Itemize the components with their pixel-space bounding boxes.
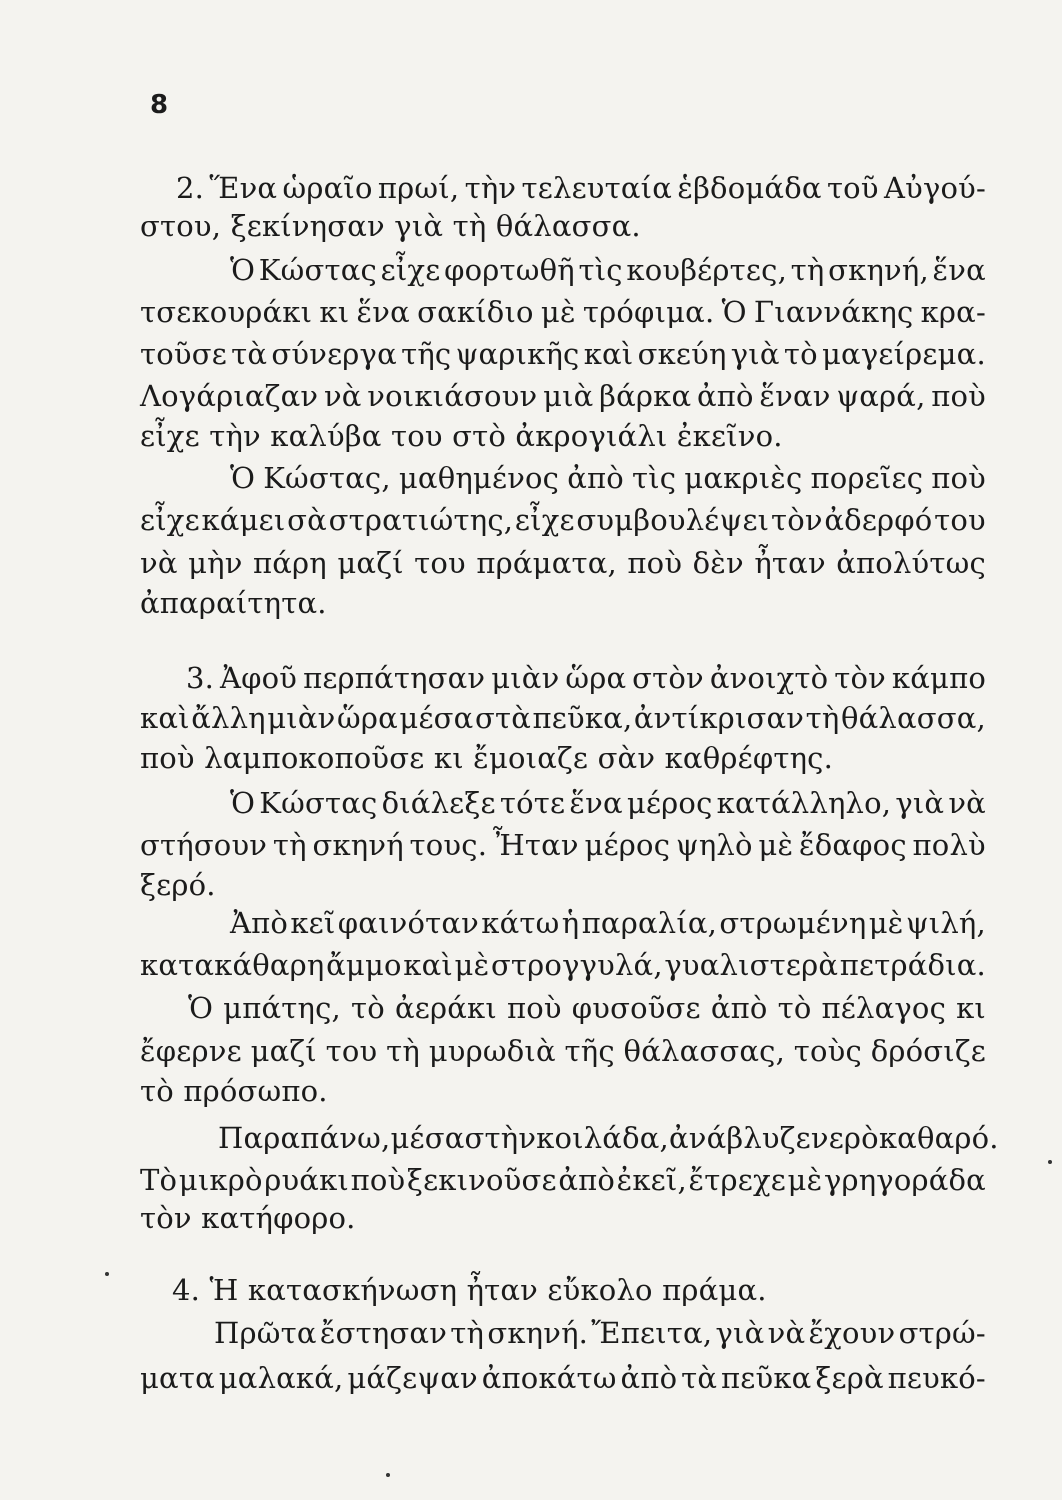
word: εἶχε bbox=[140, 503, 200, 537]
word: μέρος bbox=[584, 828, 671, 862]
word: τότε bbox=[499, 786, 566, 820]
word: μαζί bbox=[250, 1034, 317, 1068]
word: σκηνή bbox=[312, 828, 404, 862]
word: καὶ bbox=[403, 948, 453, 982]
word: μαζί bbox=[337, 546, 404, 580]
word: φορτωθῆ bbox=[444, 253, 575, 287]
word: ἀπὸ bbox=[567, 461, 624, 495]
word: μαθημένος bbox=[398, 461, 560, 495]
word: στὸν bbox=[632, 661, 704, 695]
word: θάλασσας, bbox=[623, 1034, 785, 1068]
word: τὰ bbox=[681, 1361, 718, 1395]
word: βάρκα bbox=[599, 379, 692, 413]
word: τὸν bbox=[770, 503, 823, 537]
text-line bbox=[140, 336, 986, 372]
word: ὥρα bbox=[565, 661, 627, 695]
word: κάτω bbox=[481, 906, 560, 940]
text-line bbox=[140, 1033, 986, 1069]
word: Ὁ bbox=[230, 253, 256, 287]
scan-speck bbox=[386, 1473, 390, 1477]
page-number: 8 bbox=[150, 90, 169, 120]
word: νὰ bbox=[323, 379, 362, 413]
word: μιὰν bbox=[267, 701, 336, 735]
word: φαινόταν bbox=[337, 906, 479, 940]
word: κι bbox=[319, 295, 350, 329]
word: πεῦκα bbox=[721, 1361, 812, 1395]
word: ἔδαφος bbox=[798, 828, 907, 862]
text-line: τὸ πρόσωπο. bbox=[140, 1074, 328, 1108]
word: μάζεψαν bbox=[347, 1361, 478, 1395]
word: γιὰ bbox=[730, 337, 780, 371]
word: μὲ bbox=[540, 295, 576, 329]
word: στρώ- bbox=[898, 1316, 986, 1350]
word: ἔχουν bbox=[808, 1316, 896, 1350]
word: ἦταν bbox=[754, 546, 826, 580]
word: σκηνή. bbox=[487, 1316, 589, 1350]
word: ἄμμο bbox=[326, 948, 402, 982]
word: ξερὰ bbox=[815, 1361, 884, 1395]
word: Ἕνα bbox=[209, 171, 278, 205]
word: Κώστας, bbox=[263, 461, 391, 495]
word: ἕνα bbox=[356, 295, 410, 329]
word: κρα- bbox=[920, 295, 986, 329]
word: Ἀφοῦ bbox=[220, 661, 298, 695]
word: πευκό- bbox=[887, 1361, 986, 1395]
word: τὴ bbox=[386, 1034, 420, 1068]
word: πρωί, bbox=[377, 171, 460, 205]
word: κουβέρτες, bbox=[626, 253, 787, 287]
word: γιὰ bbox=[715, 1316, 765, 1350]
word: σακίδιο bbox=[417, 295, 534, 329]
word: ἕνα bbox=[932, 253, 986, 287]
word: Ἦταν bbox=[492, 828, 579, 862]
word: ἀδερφό bbox=[824, 503, 933, 537]
word: τὰ bbox=[231, 337, 268, 371]
word: τρόφιμα. bbox=[582, 295, 715, 329]
text-line bbox=[230, 905, 986, 941]
word: Κώστας bbox=[258, 253, 377, 287]
word: Ὁ bbox=[230, 461, 256, 495]
word: τὴν bbox=[464, 171, 517, 205]
text-line bbox=[176, 170, 986, 206]
word: σκεύη bbox=[637, 337, 727, 371]
word: σκηνή, bbox=[828, 253, 929, 287]
word: κατακάθαρη bbox=[140, 948, 325, 982]
word: τῆς bbox=[564, 1034, 615, 1068]
word: ἑβδομάδα bbox=[677, 171, 822, 205]
word: συμβουλέψει bbox=[576, 503, 770, 537]
word: μέσα bbox=[399, 701, 474, 735]
word: τὸ bbox=[777, 991, 812, 1025]
word: ἔστησαν bbox=[319, 1316, 448, 1350]
text-line bbox=[214, 1315, 986, 1351]
text-line bbox=[140, 378, 986, 414]
word: παραλία, bbox=[581, 906, 718, 940]
word: πορεῖες bbox=[810, 461, 924, 495]
word: δὲν bbox=[692, 546, 744, 580]
text-line: εἶχε τὴν καλύβα του στὸ ἀκρογιάλι ἐκεῖνο. bbox=[140, 419, 783, 453]
word: τους. bbox=[409, 828, 488, 862]
word: ἔτρεχε bbox=[688, 1163, 786, 1197]
word: ποὺ bbox=[627, 546, 683, 580]
word: 3. bbox=[186, 661, 215, 695]
word: μὲ bbox=[868, 906, 904, 940]
word: μαγείρεμα. bbox=[822, 337, 986, 371]
word: Γιαννάκης bbox=[753, 295, 914, 329]
text-line: τὸν κατήφορο. bbox=[140, 1201, 356, 1235]
word: τὸν bbox=[834, 661, 886, 695]
word: κατάλληλο, bbox=[716, 786, 892, 820]
word: τελευταία bbox=[521, 171, 673, 205]
word: ἕναν bbox=[759, 379, 831, 413]
word: ποὺ bbox=[931, 461, 986, 495]
word: ποὺ bbox=[931, 379, 986, 413]
text-line bbox=[186, 660, 986, 696]
word: πάρη bbox=[253, 546, 327, 580]
scan-speck bbox=[105, 1272, 109, 1276]
word: νερὸ bbox=[810, 1121, 879, 1155]
text-line bbox=[230, 252, 986, 288]
word: μέρος bbox=[626, 786, 713, 820]
word: μὴν bbox=[188, 546, 243, 580]
word: ἔφερνε bbox=[140, 1034, 242, 1068]
word: ὡραῖο bbox=[282, 171, 373, 205]
text-line bbox=[140, 1360, 986, 1396]
word: ὥρα bbox=[337, 701, 398, 735]
word: ψαρά, bbox=[836, 379, 926, 413]
word: στὰ bbox=[474, 701, 532, 735]
text-line bbox=[140, 545, 986, 581]
word: κάμει bbox=[201, 503, 286, 537]
word: νὰ bbox=[767, 1316, 806, 1350]
word: νὰ bbox=[140, 546, 178, 580]
word: Ὁ bbox=[230, 786, 256, 820]
word: ψαρικῆς bbox=[455, 337, 580, 371]
word: Αὐγού- bbox=[883, 171, 986, 205]
text-line bbox=[140, 947, 986, 983]
word: Παραπάνω, bbox=[218, 1121, 391, 1155]
word: φυσοῦσε bbox=[571, 991, 701, 1025]
text-line bbox=[140, 1162, 986, 1198]
word: του bbox=[325, 1034, 378, 1068]
word: περπάτησαν bbox=[303, 661, 486, 695]
word: ἡ bbox=[561, 906, 580, 940]
word: ἀνοιχτὸ bbox=[709, 661, 829, 695]
word: ἀπὸ bbox=[620, 1361, 678, 1395]
text-line bbox=[188, 990, 986, 1026]
word: καὶ bbox=[583, 337, 634, 371]
word: μπάτης, bbox=[223, 991, 341, 1025]
word: μὲ bbox=[454, 948, 490, 982]
word: γυαλιστερὰ bbox=[664, 948, 839, 982]
word: ἕνα bbox=[569, 786, 623, 820]
word: τὴ bbox=[805, 701, 840, 735]
word: μακριὲς bbox=[684, 461, 803, 495]
word: Κώστας bbox=[259, 786, 378, 820]
text-line bbox=[140, 502, 986, 538]
word: ἀεράκι bbox=[394, 991, 497, 1025]
word: τὸ bbox=[783, 337, 818, 371]
word: πέλαγος bbox=[821, 991, 947, 1025]
text-line bbox=[140, 827, 986, 863]
word: τσεκουράκι bbox=[140, 295, 313, 329]
word: τοῦ bbox=[826, 171, 879, 205]
text-line bbox=[218, 1120, 999, 1156]
word: στήσουν bbox=[140, 828, 268, 862]
word: εἶχε bbox=[514, 503, 575, 537]
text-line bbox=[140, 700, 986, 736]
text-line: ξερό. bbox=[140, 868, 216, 902]
word: Ἀπὸ bbox=[230, 906, 289, 940]
word: κάμπο bbox=[891, 661, 986, 695]
word: ἀποκάτω bbox=[481, 1361, 617, 1395]
word: πεῦκα, bbox=[532, 701, 633, 735]
word: πετράδια. bbox=[839, 948, 986, 982]
word: δρόσιζε bbox=[870, 1034, 986, 1068]
word: εἶχε bbox=[380, 253, 441, 287]
word: νὰ bbox=[948, 786, 986, 820]
word: ἀπολύτως bbox=[836, 546, 986, 580]
word: τοὺς bbox=[793, 1034, 862, 1068]
word: του bbox=[934, 503, 986, 537]
word: στρογγυλά, bbox=[490, 948, 663, 982]
word: μυρωδιὰ bbox=[428, 1034, 556, 1068]
word: ἀντίκρισαν bbox=[633, 701, 805, 735]
word: Πρῶτα bbox=[214, 1316, 317, 1350]
word: ψηλὸ bbox=[675, 828, 753, 862]
word: νοικιάσουν bbox=[367, 379, 538, 413]
word: ἄλλη bbox=[191, 701, 266, 735]
word: γιὰ bbox=[895, 786, 945, 820]
word: του bbox=[414, 546, 466, 580]
word: Ὁ bbox=[188, 991, 214, 1025]
word: πολὺ bbox=[912, 828, 986, 862]
word: καθαρό. bbox=[878, 1121, 999, 1155]
word: κι bbox=[956, 991, 986, 1025]
word: ματα bbox=[140, 1361, 215, 1395]
word: τὴ bbox=[790, 253, 825, 287]
word: πράματα, bbox=[476, 546, 617, 580]
word: ἀπὸ bbox=[696, 379, 754, 413]
text-line bbox=[140, 294, 986, 330]
text-line bbox=[230, 460, 986, 496]
word: ψιλή, bbox=[905, 906, 986, 940]
word: τὶς bbox=[578, 253, 623, 287]
word: τὴ bbox=[450, 1316, 485, 1350]
word: μιὰ bbox=[543, 379, 594, 413]
word: γρηγοράδα bbox=[823, 1163, 986, 1197]
text-line: 4. Ἡ κατασκήνωση ἦταν εὔκολο πράμα. bbox=[172, 1273, 767, 1307]
word: διάλεξε bbox=[381, 786, 496, 820]
word: ξεκινοῦσε bbox=[406, 1163, 557, 1197]
word: καὶ bbox=[140, 701, 190, 735]
word: μὲ bbox=[758, 828, 794, 862]
word: ἐκεῖ, bbox=[616, 1163, 687, 1197]
word: ἀνάβλυζε bbox=[668, 1121, 811, 1155]
word: τὸ bbox=[351, 991, 385, 1025]
word: στὴν bbox=[464, 1121, 537, 1155]
word: μιὰν bbox=[491, 661, 560, 695]
word: μικρὸ bbox=[178, 1163, 263, 1197]
word: ποὺ bbox=[350, 1163, 406, 1197]
text-line: ἀπαραίτητα. bbox=[140, 586, 327, 620]
word: Ὁ bbox=[721, 295, 747, 329]
word: ἀπὸ bbox=[558, 1163, 616, 1197]
word: Τὸ bbox=[140, 1163, 178, 1197]
word: 2. bbox=[176, 171, 205, 205]
word: τὴ bbox=[272, 828, 307, 862]
word: τοῦσε bbox=[140, 337, 227, 371]
word: ρυάκι bbox=[264, 1163, 349, 1197]
word: μὲ bbox=[787, 1163, 823, 1197]
word: μαλακά, bbox=[218, 1361, 344, 1395]
word: Ἔπειτα, bbox=[591, 1316, 713, 1350]
word: κοιλάδα, bbox=[536, 1121, 669, 1155]
word: στρατιώτης, bbox=[328, 503, 514, 537]
scan-speck bbox=[1048, 1160, 1052, 1164]
word: στρωμένη bbox=[719, 906, 867, 940]
text-line bbox=[230, 785, 986, 821]
word: κεῖ bbox=[290, 906, 336, 940]
word: τῆς bbox=[401, 337, 452, 371]
word: σὰ bbox=[287, 503, 327, 537]
word: σύνεργα bbox=[271, 337, 397, 371]
word: Λογάριαζαν bbox=[140, 379, 319, 413]
word: θάλασσα, bbox=[840, 701, 986, 735]
text-line: στου, ξεκίνησαν γιὰ τὴ θάλασσα. bbox=[140, 209, 641, 243]
word: ποὺ bbox=[506, 991, 562, 1025]
word: τὶς bbox=[631, 461, 677, 495]
text-line: ποὺ λαμποκοποῦσε κι ἔμοιαζε σὰν καθρέφτης. bbox=[140, 741, 834, 775]
word: ἀπὸ bbox=[710, 991, 768, 1025]
word: μέσα bbox=[390, 1121, 465, 1155]
